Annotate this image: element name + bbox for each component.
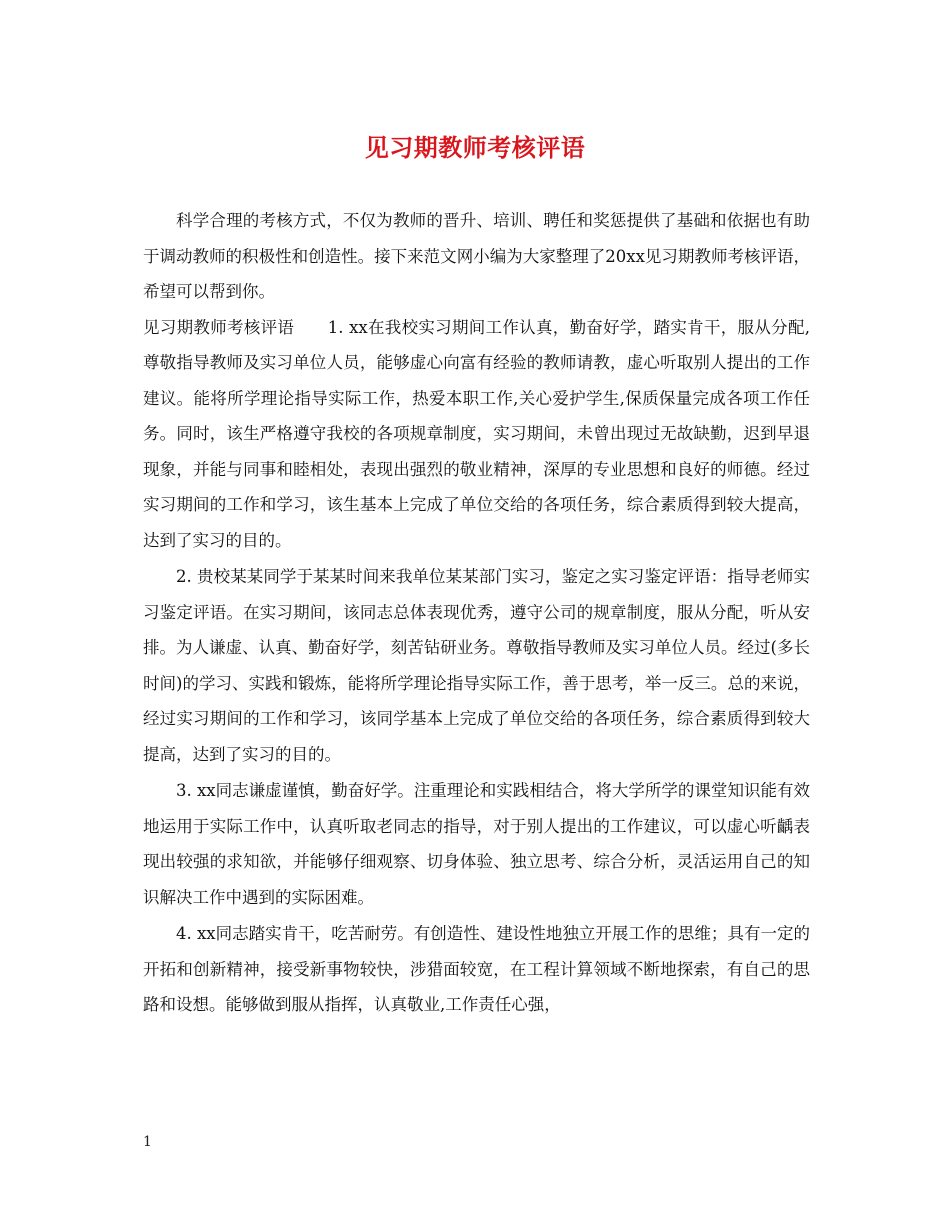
- evaluation-item-1: 见习期教师考核评语 1. xx在我校实习期间工作认真，勤奋好学，踏实肯干，服从分配,尊敬指导教师及实习单位人员，能够虚心向富有经验的教师请教，虚心听取别人提出的工作建议。能将所学理论指导实际工作，热爱本职工作,关心爱护学生,保质保量完成各项工作任务。同时，该生严格遵守我校的各项规章制度，实习期间，未曾出现过无故缺勤，迟到早退现象，并能与同事和睦相处，表现出强烈的敬业精神，深厚的专业思想和良好的师德。经过实习期间的工作和学习，该生基本上完成了单位交给的各项任务，综合素质得到较大提高，达到了实习的目的。: [143, 317, 810, 550]
- evaluation-item-3: 3. xx同志谦虚谨慎，勤奋好学。注重理论和实践相结合，将大学所学的课堂知识能有效地运用于实际工作中，认真听取老同志的指导，对于别人提出的工作建议，可以虚心听齲表现出较强的求知欲，并能够仔细观察、切身体验、独立思考、综合分析，灵活运用自己的知识解决工作中遇到的实际困难。: [143, 781, 810, 907]
- evaluation-item-4: 4. xx同志踏实肯干，吃苦耐劳。有创造性、建设性地独立开展工作的思维；具有一定的开拓和创新精神，接受新事物较快，涉猎面较宽，在工程计算领域不断地探索，有自己的思路和设想。能够做到服从指挥，认真敬业,工作责任心强，: [143, 924, 810, 1014]
- document-title: 见习期教师考核评语: [364, 133, 586, 162]
- document-body: [143, 203, 810, 1023]
- intro-paragraph: 科学合理的考核方式，不仅为教师的晋升、培训、聘任和奖惩提供了基础和依据也有助于调动教师的积极性和创造性。接下来范文网小编为大家整理了20xx见习期教师考核评语，希望可以帮到你。: [143, 211, 810, 301]
- evaluation-item-2: 2. 贵校某某同学于某某时间来我单位某某部门实习，鉴定之实习鉴定评语：指导老师实习鉴定评语。在实习期间，该同志总体表现优秀，遵守公司的规章制度，服从分配，听从安排。为人谦虚、认真、勤奋好学，刻苦钻研业务。尊敬指导教师及实习单位人员。经过(多长时间)的学习、实践和锻炼，能将所学理论指导实际工作，善于思考，举一反三。总的来说，经过实习期间的工作和学习，该同学基本上完成了单位交给的各项任务，综合素质得到较大提高，达到了实习的目的。: [143, 567, 810, 764]
- page-number: 1: [143, 1134, 152, 1150]
